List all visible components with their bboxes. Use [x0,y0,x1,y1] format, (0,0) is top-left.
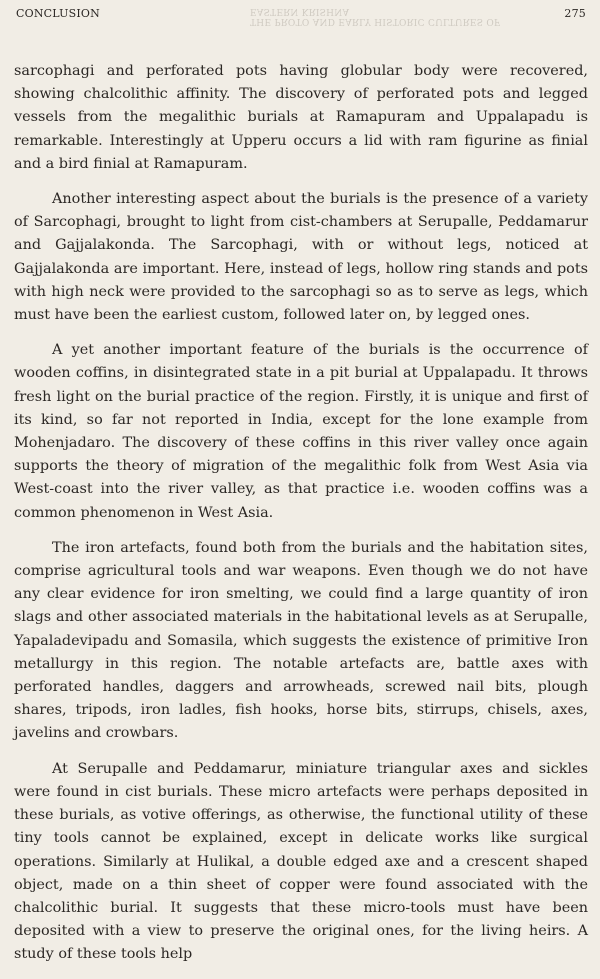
bleed-through-text: THE PROTO AND EARLY HISTORIC CULTURES OF EASTERN KRISHNA [250,6,501,26]
body-text [14,60,588,979]
paragraph-micro-artefacts: At Serupalle and Peddamarur, miniature triangular axes and sickles were found in cist burials. These micro artefacts were perhaps deposited in these burials, as votive offerings, as otherwise, the functional utility of these tiny tools cannot be explained, except in delicate works like surgical operations. Similarly at Hulikal, a double edged axe and a crescent shaped object, made on a thin sheet of copper were found associated with the chalcolithic burial. It suggests that these micro-tools must have been deposited with a view to preserve the original ones, for the living heirs. A study of these tools help [14,760,588,963]
paragraph-sarcophagi: Another interesting aspect about the burials is the presence of a variety of Sarcophagi, brought to light from cist-chambers at Serupalle, Peddamarur and Gajjalakonda. The Sarcophagi, with or without legs, noticed at Gajjalakonda are important. Here, instead of legs, hollow ring stands and pots with high neck were provided to the sarcophagi so as to serve as legs, which must have been the earliest custom, followed later on, by legged ones. [14,191,588,324]
paragraph-continuation: sarcophagi and perforated pots having globular body were recovered, showing chalcolithic affinity. The discovery of perforated pots and legged vessels from the megalithic burials at Ramapuram and Uppalapadu is remarkable. Interestingly at Upperu occurs a lid with ram figurine as finial and a bird finial at Ramapuram. [14,63,588,172]
paragraph-iron-artefacts: The iron artefacts, found both from the burials and the habitation sites, comprise agricultural tools and war weapons. Even though we do not have any clear evidence for iron smelting, we could find a large quantity of iron slags and other associated materials in the habitational levels as at Serupalle, Yapaladevipadu and Somasila, which suggests the existence of primitive Iron metallurgy in this region. The notable artefacts are, battle axes with perforated handles, daggers and arrowheads, screwed nail bits, plough shares, tripods, iron ladles, fish hooks, horse bits, stirrups, chisels, axes, javelins and crowbars. [14,539,588,742]
page-number: 275 [564,7,586,20]
running-header [16,7,586,25]
section-title: CONCLUSION [16,7,100,20]
paragraph-wooden-coffins: A yet another important feature of the burials is the occurrence of wooden coffins, in disintegrated state in a pit burial at Uppalapadu. It throws fresh light on the burial practice of the region. Firstly, it is unique and first of its kind, so far not reported in India, except for the lone example from Mohenjadaro. The discovery of these coffins in this river valley once again supports the theory of migration of the megalithic folk from West Asia via West-coast into the river valley, as that practice i.e. wooden coffins was a common phenomenon in West Asia. [14,342,588,521]
